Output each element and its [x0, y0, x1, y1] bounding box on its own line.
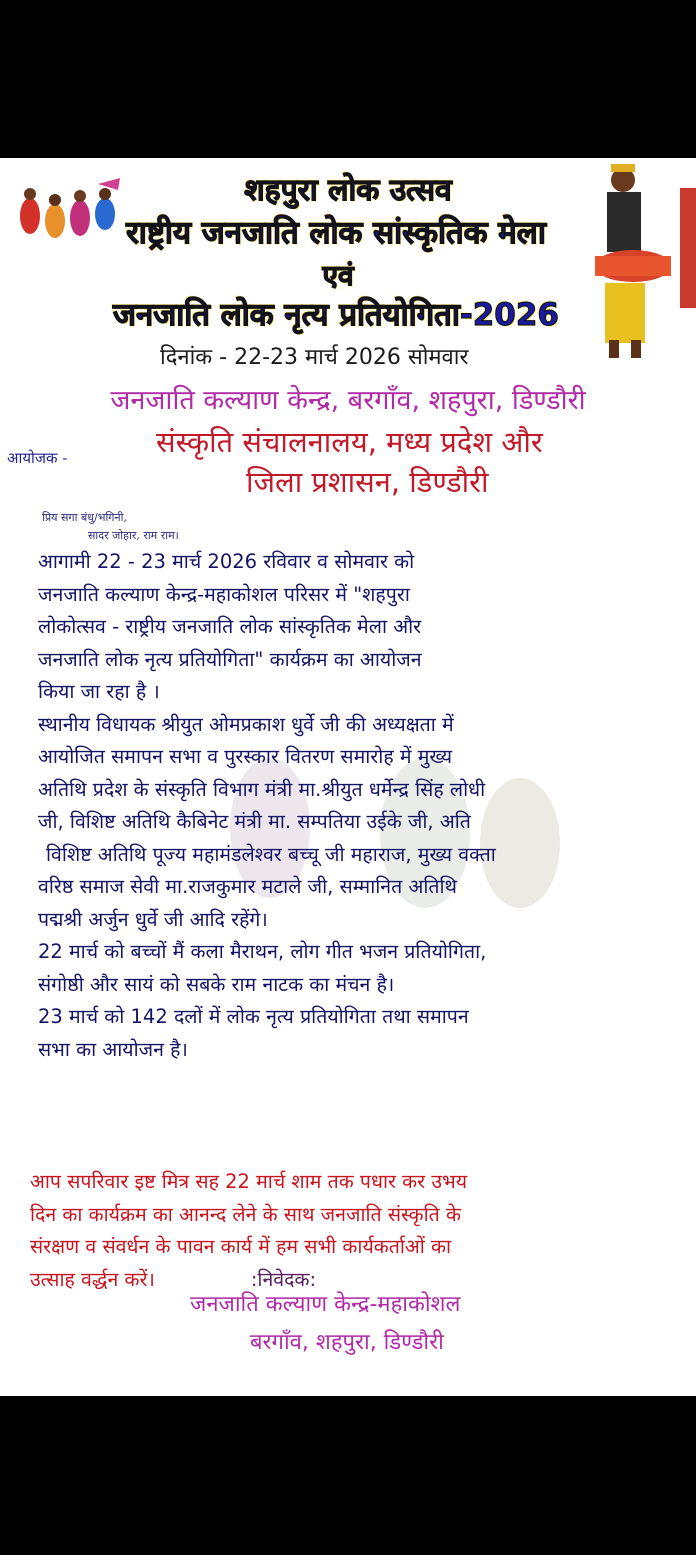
- body-line: किया जा रहा है ।: [38, 680, 160, 703]
- greeting-line-1: प्रिय सगा बंधु/भगिनी,: [42, 511, 127, 524]
- appeal-line: दिन का कार्यक्रम का आनन्द लेने के साथ जनजाति संस्कृति के: [30, 1202, 461, 1226]
- title-line-2: राष्ट्रीय जनजाति लोक सांस्कृतिक मेला: [126, 215, 546, 251]
- appeal-line: संरक्षण व संवर्धन के पावन कार्य में हम सभी कार्यकर्ताओं का: [30, 1235, 452, 1258]
- title-line-3: एवं: [322, 259, 354, 292]
- body-line: जी, विशिष्ट अतिथि कैबिनेट मंत्री मा. सम्पतिया उईके जी, अति: [38, 810, 471, 833]
- body-line: आगामी 22 - 23 मार्च 2026 रविवार व सोमवार को: [38, 550, 415, 573]
- body-line: जनजाति कल्याण केन्द्र-महाकोशल परिसर में "शहपुरा: [38, 582, 410, 606]
- body-line: जनजाति लोक नृत्य प्रतियोगिता" कार्यक्रम का आयोजन: [38, 647, 422, 671]
- appeal-paragraph: [30, 1166, 690, 1296]
- invitation-body: [38, 546, 690, 1066]
- signature-line-1: जनजाति कल्याण केन्द्र-महाकोशल: [190, 1292, 461, 1317]
- event-venue: जनजाति कल्याण केन्द्र, बरगाँव, शहपुरा, डिण्डौरी: [110, 385, 586, 416]
- greeting-line-2: सादर जोहार, राम राम।: [88, 529, 179, 542]
- body-line: 22 मार्च को बच्चों मैं कला मैराथन, लोग गीत भजन प्रतियोगिता,: [38, 940, 487, 963]
- organizer-label: आयोजक -: [7, 449, 68, 467]
- organizer-line-2: जिला प्रशासन, डिण्डौरी: [246, 465, 489, 499]
- body-line: पद्मश्री अर्जुन धुर्वे जी आदि रहेंगे।: [38, 907, 268, 931]
- body-line: लोकोत्सव - राष्ट्रीय जनजाति लोक सांस्कृतिक मेला और: [38, 615, 422, 638]
- body-line: संगोष्ठी और सायं को सबके राम नाटक का मंचन है।: [38, 972, 395, 996]
- body-line: विशिष्ट अतिथि पूज्य महामंडलेश्वर बच्चू जी महाराज, मुख्य वक्ता: [46, 842, 496, 866]
- body-line: सभा का आयोजन है।: [38, 1037, 188, 1061]
- body-line: अतिथि प्रदेश के संस्कृति विभाग मंत्री मा.श्रीयुत धर्मेन्द्र सिंह लोधी: [38, 777, 486, 801]
- event-date: दिनांक - 22-23 मार्च 2026 सोमवार: [160, 345, 469, 370]
- body-line: आयोजित समापन सभा व पुरस्कार वितरण समारोह में मुख्य: [38, 745, 453, 768]
- body-line: 23 मार्च को 142 दलों में लोक नृत्य प्रतियोगिता तथा समापन: [38, 1005, 469, 1028]
- appeal-line-text: उत्साह वर्द्धन करें।: [30, 1267, 155, 1291]
- body-line: वरिष्ठ समाज सेवी मा.राजकुमार मटाले जी, सम्मानित अतिथि: [38, 875, 458, 898]
- title-line-1: शहपुरा लोक उत्सव: [244, 173, 452, 208]
- signature-line-2: बरगाँव, शहपुरा, डिण्डौरी: [250, 1330, 444, 1355]
- organizer-line-1: संस्कृति संचालनालय, मध्य प्रदेश और: [156, 425, 543, 459]
- title-line-4: जनजाति लोक नृत्य प्रतियोगिता-2026: [112, 297, 560, 333]
- invitation-poster: [0, 158, 696, 1396]
- appeal-line: आप सपरिवार इष्ट मित्र सह 22 मार्च शाम तक पधार कर उभय: [30, 1170, 468, 1193]
- body-line: स्थानीय विधायक श्रीयुत ओमप्रकाश धुर्वे जी की अध्यक्षता में: [38, 712, 454, 736]
- niveday-label: :निवेदक:: [250, 1267, 317, 1291]
